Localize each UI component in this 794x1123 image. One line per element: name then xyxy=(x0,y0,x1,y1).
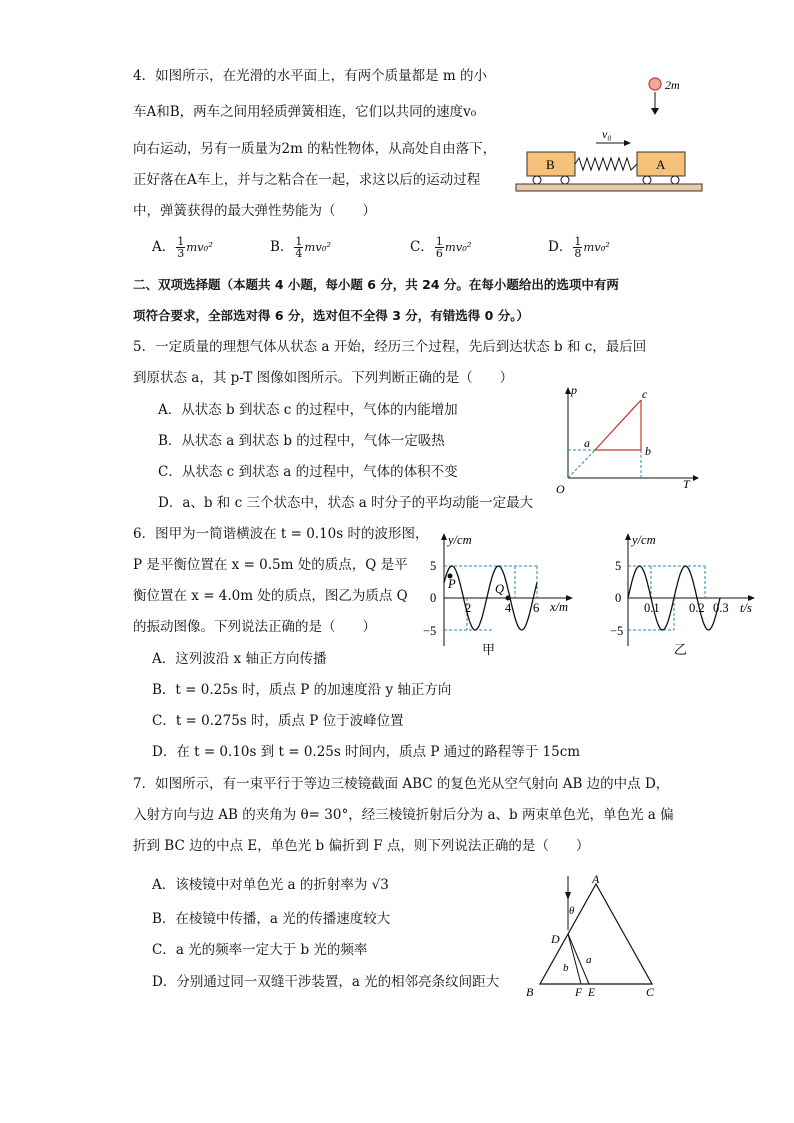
velocity-label: v₀ xyxy=(602,127,612,141)
q4-carts-figure xyxy=(510,70,710,200)
velocity-arrow-head xyxy=(624,140,631,146)
dashed-extension xyxy=(568,450,595,478)
T-axis-arrow xyxy=(693,475,699,481)
x-tick-6: 6 xyxy=(533,601,540,615)
wheel xyxy=(561,176,569,184)
section-2-heading: 二、双项选择题（本题共 4 小题，每小题 6 分，共 24 分。在每小题给出的选项中有两 xyxy=(133,277,619,292)
state-a-label: a xyxy=(584,436,590,450)
label-P: P xyxy=(448,577,456,591)
y-tick-5: 5 xyxy=(615,559,622,573)
state-c-label: c xyxy=(642,387,648,401)
vertex-A: A xyxy=(592,872,600,886)
label-a: a xyxy=(586,954,592,966)
q7-prism-figure xyxy=(520,872,670,1002)
cart-a-label: A xyxy=(656,157,666,172)
q4-option-b: B． $\frac{1}{4}$ mv₀² xyxy=(270,235,332,260)
p-label: p xyxy=(571,383,577,397)
q5-option-a: A．从状态 b 到状态 c 的过程中，气体的内能增加 xyxy=(158,402,458,418)
q7-option-d: D．分别通过同一双缝干涉装置，a 光的相邻亮条纹间距大 xyxy=(152,974,500,990)
q4-line-5: 中，弹簧获得的最大弹性势能为（ ） xyxy=(133,203,376,219)
y-tick-minus-5: −5 xyxy=(423,624,437,638)
x-axis-label: x/m xyxy=(550,600,569,614)
point-E: E xyxy=(588,987,596,999)
q5-pT-graph xyxy=(553,382,703,500)
theta-label: θ xyxy=(569,905,575,917)
caption-yi: 乙 xyxy=(674,642,688,657)
q6-line-1: 6．图甲为一简谐横波在 t = 0.10s 时的波形图， xyxy=(133,526,429,542)
q6-option-c: C．t = 0.275s 时，质点 P 位于波峰位置 xyxy=(152,713,404,729)
label-b: b xyxy=(563,962,569,974)
q6-option-a: A．这列波沿 x 轴正方向传播 xyxy=(152,651,327,667)
q6-wave-graph-jia xyxy=(418,528,588,660)
q4-line-3: 向右运动，另有一质量为2m 的粘性物体，从高处自由落下， xyxy=(133,141,497,157)
ray-b xyxy=(568,934,581,984)
ground xyxy=(516,184,702,191)
y-tick-0: 0 xyxy=(430,591,437,605)
q4-line-4: 正好落在A车上，并与之粘合在一起，求这以后的运动过程 xyxy=(133,172,481,188)
vertex-B: B xyxy=(526,985,534,999)
q6-line-2: P 是平衡位置在 x = 0.5m 处的质点，Q 是平 xyxy=(133,557,408,573)
q7-option-a: A．该棱镜中对单色光 a 的折射率为 √3 xyxy=(152,877,389,893)
q5-option-b: B．从状态 a 到状态 b 的过程中，气体一定吸热 xyxy=(158,433,445,449)
q5-line-2: 到原状态 a，其 p-T 图像如图所示。下列判断正确的是（ ） xyxy=(133,370,514,386)
q7-option-c: C．a 光的频率一定大于 b 光的频率 xyxy=(152,942,368,958)
y-tick-5: 5 xyxy=(430,559,437,573)
q6-option-b: B．t = 0.25s 时，质点 P 的加速度沿 y 轴正方向 xyxy=(152,682,452,698)
fall-arrow-head xyxy=(651,108,659,115)
q4-option-c: C． $\frac{1}{6}$ mv₀² xyxy=(410,235,472,260)
q7-line-3: 折到 BC 边的中点 E，单色光 b 偏折到 F 点，则下列说法正确的是（ ） xyxy=(133,838,590,854)
q7-line-2: 入射方向与边 AB 的夹角为 θ= 30°，经三棱镜折射后分为 a、b 两束单色光，单色光 a 偏 xyxy=(133,807,674,823)
t-tick-0.3: 0.3 xyxy=(713,601,729,615)
t-tick-0.1: 0.1 xyxy=(644,601,660,615)
wheel xyxy=(533,176,541,184)
x-tick-4: 4 xyxy=(505,601,512,615)
wheel xyxy=(643,176,651,184)
mass-label: 2m xyxy=(665,78,680,92)
wheel xyxy=(671,176,679,184)
state-b-label: b xyxy=(645,444,651,458)
y-tick-minus-5: −5 xyxy=(610,624,624,638)
q6-line-3: 衡位置在 x = 4.0m 处的质点，图乙为质点 Q xyxy=(133,588,408,604)
t-axis-label: t/s xyxy=(740,601,752,615)
q6-vibration-graph-yi xyxy=(610,528,770,660)
q6-option-d: D．在 t = 0.10s 到 t = 0.25s 时间内，质点 P 通过的路程等于 15cm xyxy=(152,744,581,760)
point-D: D xyxy=(551,932,560,946)
q4-line-1: 4．如图所示，在光滑的水平面上，有两个质量都是 m 的小 xyxy=(133,68,487,84)
y-axis-label: y/cm xyxy=(448,533,472,547)
cart-b-label: B xyxy=(546,157,555,172)
q7-option-b: B．在棱镜中传播，a 光的传播速度较大 xyxy=(152,911,391,927)
q4-line-2: 车A和B，两车之间用轻质弹簧相连，它们以共同的速度v₀ xyxy=(133,104,477,120)
x-tick-2: 2 xyxy=(465,601,472,615)
section-2-rules: 项符合要求，全部选对得 6 分，选对但不全得 3 分，有错选得 0 分。） xyxy=(133,308,529,323)
y-axis-label: y/cm xyxy=(632,533,656,547)
q7-line-1: 7．如图所示，有一束平行于等边三棱镜截面 ABC 的复色光从空气射向 AB 边的中点 D， xyxy=(133,776,670,792)
t-tick-0.2: 0.2 xyxy=(689,601,705,615)
q5-option-c: C．从状态 c 到状态 a 的过程中，气体的体积不变 xyxy=(158,464,458,480)
y-axis-arrow xyxy=(625,533,631,540)
q4-option-d: D． $\frac{1}{8}$ mv₀² xyxy=(548,235,610,260)
q4-option-a: A． $\frac{1}{3}$ mv₀² xyxy=(152,235,213,260)
process-a-c xyxy=(595,400,641,450)
y-axis-arrow xyxy=(441,533,447,540)
label-Q: Q xyxy=(495,582,505,596)
q6-line-4: 的振动图像。下列说法正确的是（ ） xyxy=(133,619,376,635)
vertex-C: C xyxy=(646,985,655,999)
T-label: T xyxy=(683,477,690,491)
falling-ball xyxy=(649,78,661,90)
incident-arrow xyxy=(565,892,571,900)
caption-jia: 甲 xyxy=(482,642,496,657)
point-F: F xyxy=(575,987,583,999)
point-Q xyxy=(506,596,511,601)
spring xyxy=(575,158,637,170)
q5-line-1: 5．一定质量的理想气体从状态 a 开始，经历三个过程，先后到达状态 b 和 c，最后回 xyxy=(133,339,647,355)
origin-label: O xyxy=(556,482,565,496)
q5-option-d: D．a、b 和 c 三个状态中，状态 a 时分子的平均动能一定最大 xyxy=(158,495,534,511)
y-tick-0: 0 xyxy=(615,591,622,605)
